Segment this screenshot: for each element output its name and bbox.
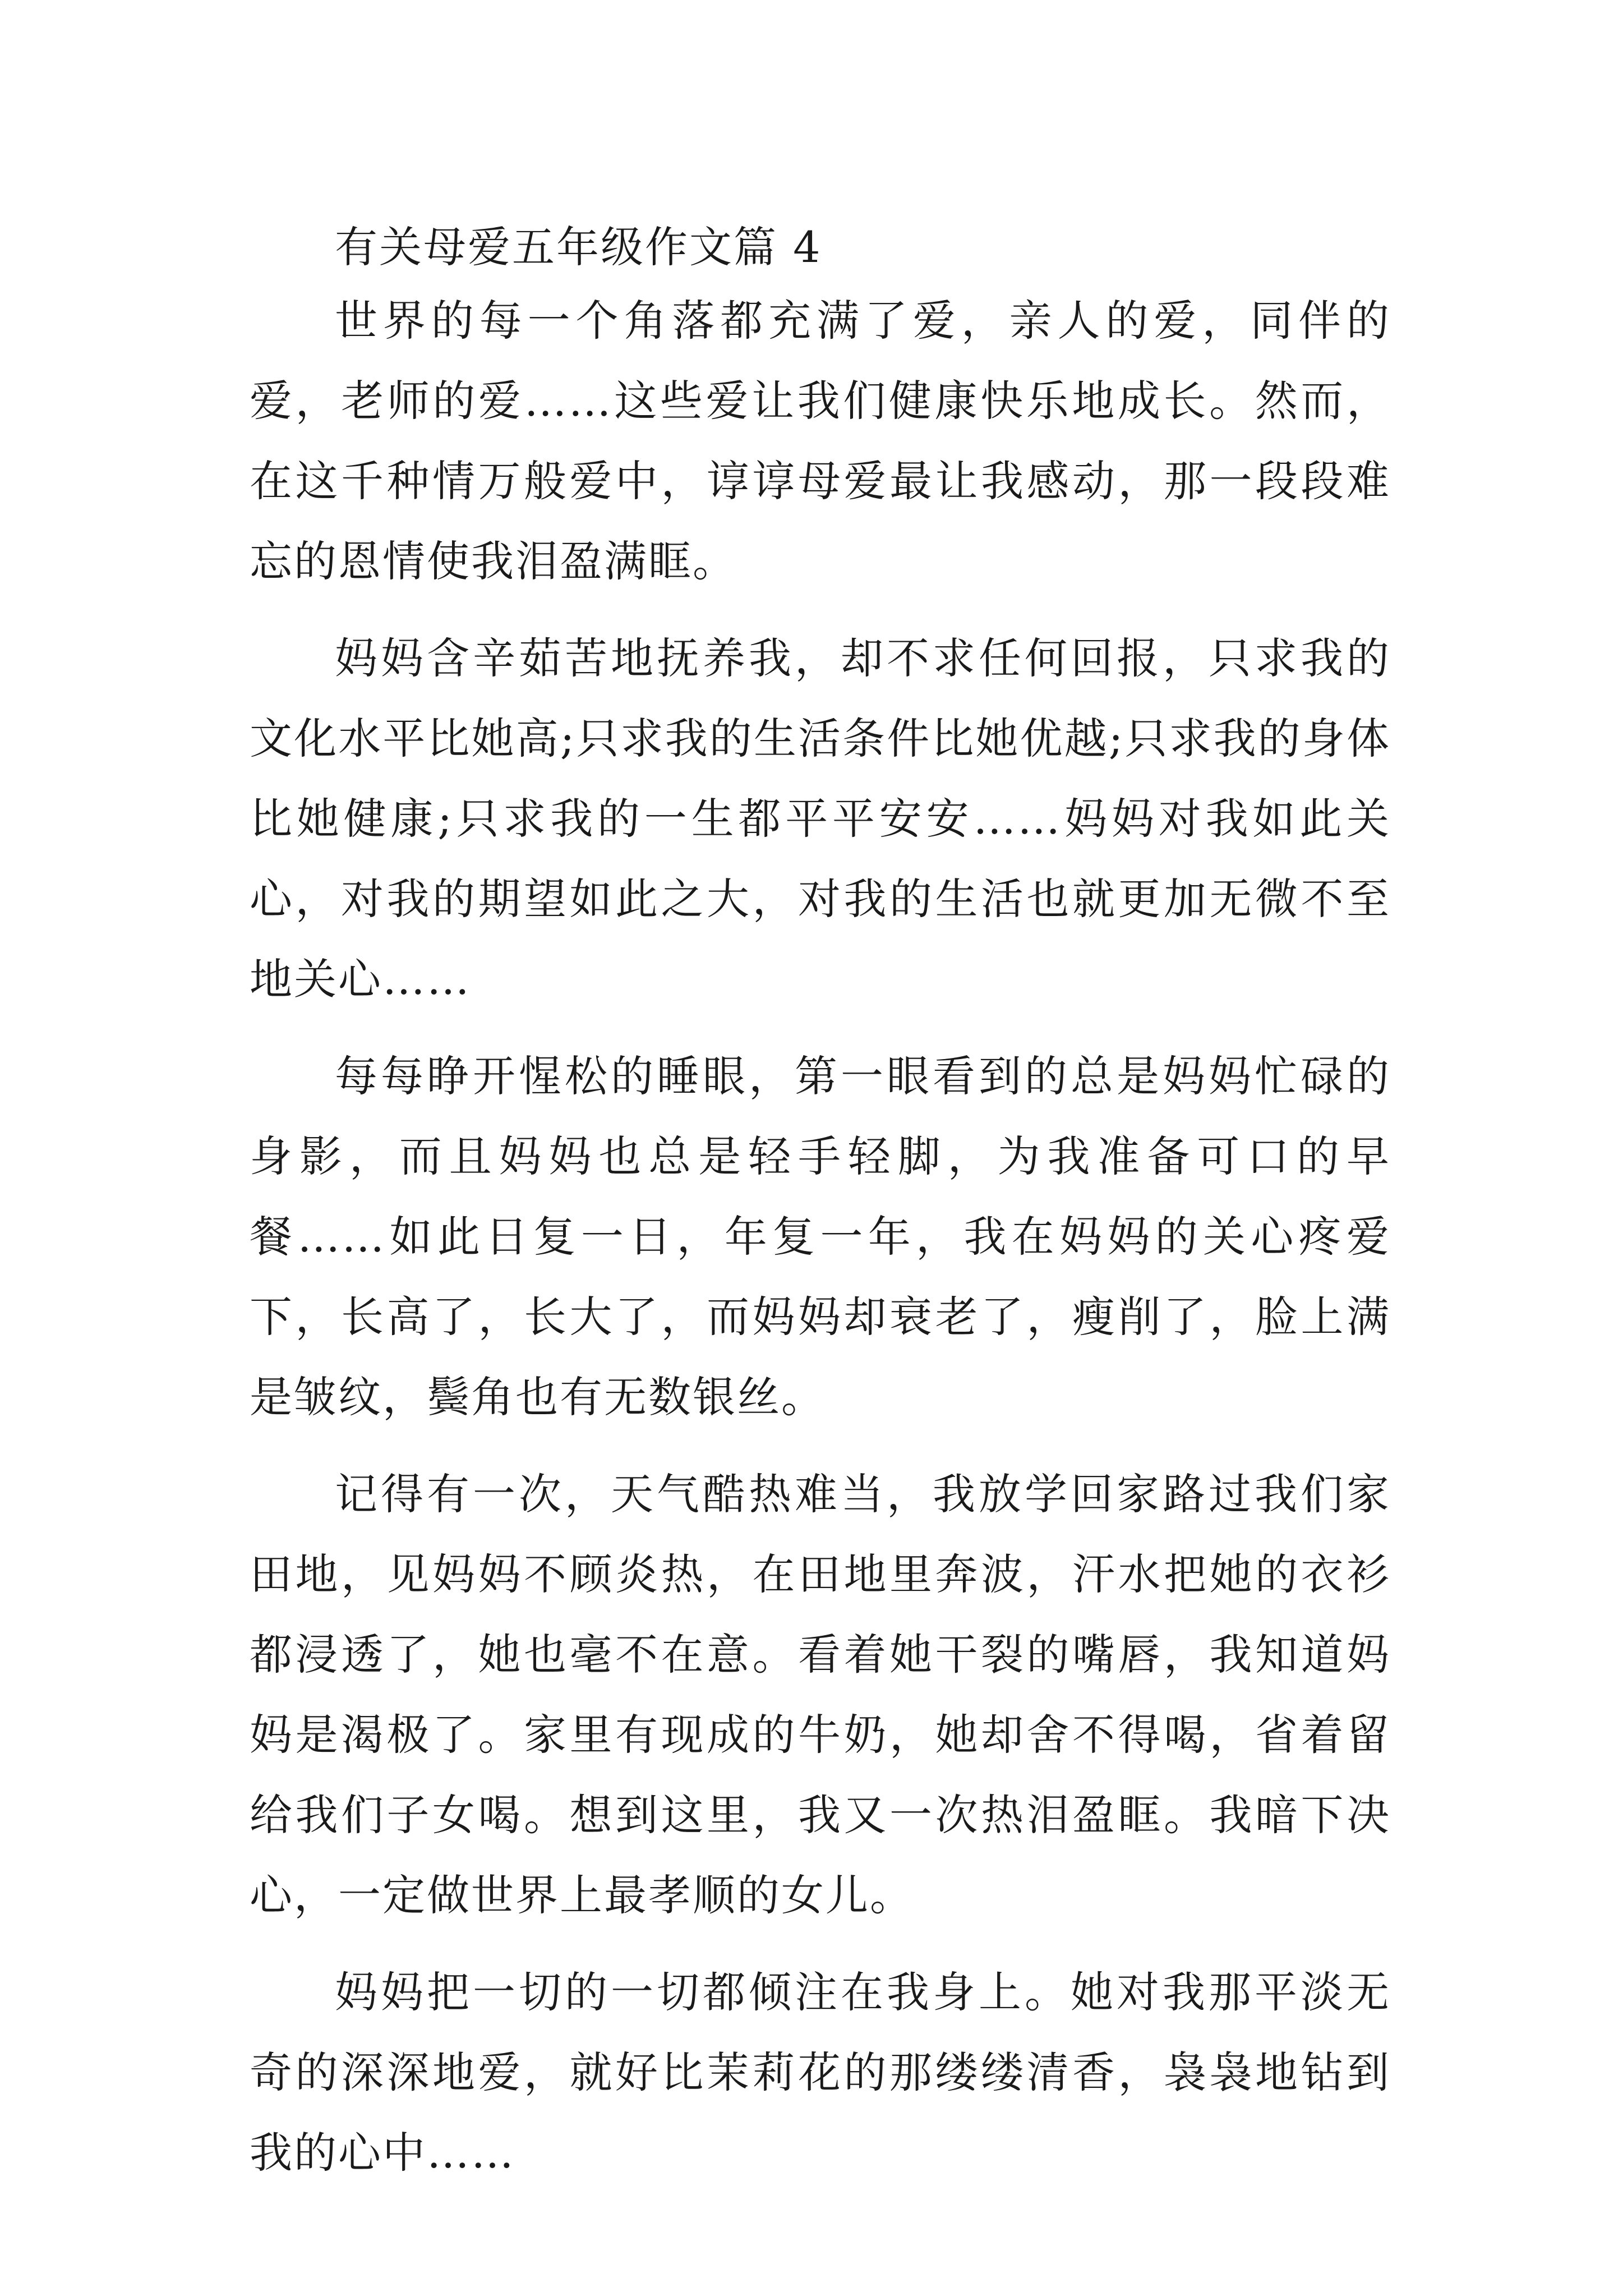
paragraph-3: 每每睁开惺松的睡眼，第一眼看到的总是妈妈忙碌的身影，而且妈妈也总是轻手轻脚，为我准备可口的早餐……如此日复一日，年复一年，我在妈妈的关心疼爱下，长高了，长大了，而妈妈却衰老了，瘦削了，脸上满是皱纹，鬓角也有无数银丝。 — [250, 1051, 1391, 1422]
paragraph-1: 世界的每一个角落都充满了爱，亲人的爱，同伴的爱，老师的爱……这些爱让我们健康快乐地成长。然而，在这千种情万般爱中，谆谆母爱最让我感动，那一段段难忘的恩情使我泪盈满眶。 — [250, 296, 1391, 586]
paragraph-2: 妈妈含辛茹苦地抚养我，却不求任何回报，只求我的文化水平比她高;只求我的生活条件比她优越;只求我的身体比她健康;只求我的一生都平平安安……妈妈对我如此关心，对我的期望如此之大，对我的生活也就更加无微不至地关心…… — [250, 633, 1391, 1004]
essay-title: 有关母爱五年级作文篇 4 — [335, 222, 822, 272]
paragraph-5: 妈妈把一切的一切都倾注在我身上。她对我那平淡无奇的深深地爱，就好比茉莉花的那缕缕清香，袅袅地钻到我的心中…… — [250, 1967, 1391, 2178]
document-body — [250, 214, 1391, 2210]
paragraph-4: 记得有一次，天气酷热难当，我放学回家路过我们家田地，见妈妈不顾炎热，在田地里奔波，汗水把她的衣衫都浸透了，她也毫不在意。看着她干裂的嘴唇，我知道妈妈是渴极了。家里有现成的牛奶，她却舍不得喝，省着留给我们子女喝。想到这里，我又一次热泪盈眶。我暗下决心，一定做世界上最孝顺的女儿。 — [250, 1469, 1391, 1920]
